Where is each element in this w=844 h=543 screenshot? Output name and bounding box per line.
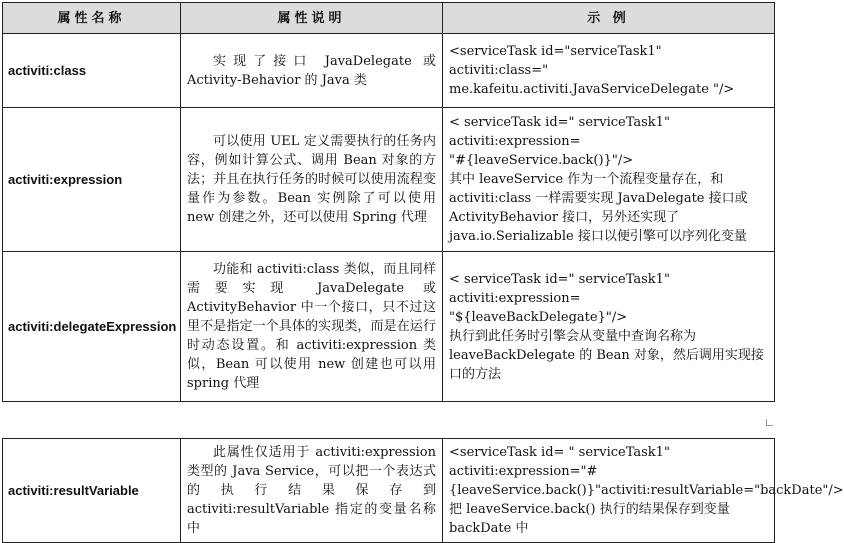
attribute-example: <serviceTask id="serviceTask1" activiti:class=" me.kafeitu.activiti.JavaServiceDelegate "/> bbox=[443, 34, 775, 108]
table-row bbox=[3, 34, 775, 108]
attribute-example: <serviceTask id= " serviceTask1" activiti:expression="#{leaveService.back()}"activiti:resultVariable="backDate"/> 把 leaveService.back() 执行的结果保存到变量 backDate 中 bbox=[443, 439, 775, 543]
attribute-example: < serviceTask id=" serviceTask1" activiti:expression= "#{leaveService.back()}"/> 其中 leaveService 作为一个流程变量存在，和 activiti:class 一样需要实现 JavaDelegate 接口或 ActivityBehavior 接口，另外还实现了 java.io.Serializable 接口以便引擎可以序列化变量 bbox=[443, 108, 775, 252]
table-row bbox=[3, 439, 775, 543]
attributes-table-continued bbox=[2, 438, 844, 543]
header-example: 示 例 bbox=[443, 3, 775, 34]
attribute-description: 实现了接口 JavaDelegate 或 Activity-Behavior 的 Java 类 bbox=[181, 34, 443, 108]
header-description: 属性说明 bbox=[181, 3, 443, 34]
table-row bbox=[3, 252, 775, 402]
attribute-name: activiti:expression bbox=[3, 108, 181, 252]
table-row bbox=[3, 108, 775, 252]
page-corner-mark bbox=[766, 419, 773, 426]
header-row bbox=[3, 3, 775, 34]
attributes-table bbox=[2, 2, 775, 402]
attribute-description: 此属性仅适用于 activiti:expression 类型的 Java Service，可以把一个表达式的执行结果保存到 activiti:resultVariable 指定的变量名称中 bbox=[181, 439, 443, 543]
attribute-name: activiti:delegateExpression bbox=[3, 252, 181, 402]
attribute-description: 功能和 activiti:class 类似，而且同样需要实现 JavaDelegate 或 ActivityBehavior 中一个接口，只不过这里不是指定一个具体的实现类，而是在运行时动态设置。和 activiti:expression 类似，Bean 可以使用 new 创建也可以用 spring 代理 bbox=[181, 252, 443, 402]
attribute-description: 可以使用 UEL 定义需要执行的任务内容，例如计算公式、调用 Bean 对象的方法；并且在执行任务的时候可以使用流程变量作为参数。Bean 实例除了可以使用 new 创建之外，还可以使用 Spring 代理 bbox=[181, 108, 443, 252]
attribute-name: activiti:resultVariable bbox=[3, 439, 181, 543]
header-name: 属性名称 bbox=[3, 3, 181, 34]
attribute-name: activiti:class bbox=[3, 34, 181, 108]
attribute-example: < serviceTask id=" serviceTask1" activiti:expression= "${leaveBackDelegate}"/> 执行到此任务时引擎会从变量中查询名称为 leaveBackDelegate 的 Bean 对象，然后调用实现接口的方法 bbox=[443, 252, 775, 402]
